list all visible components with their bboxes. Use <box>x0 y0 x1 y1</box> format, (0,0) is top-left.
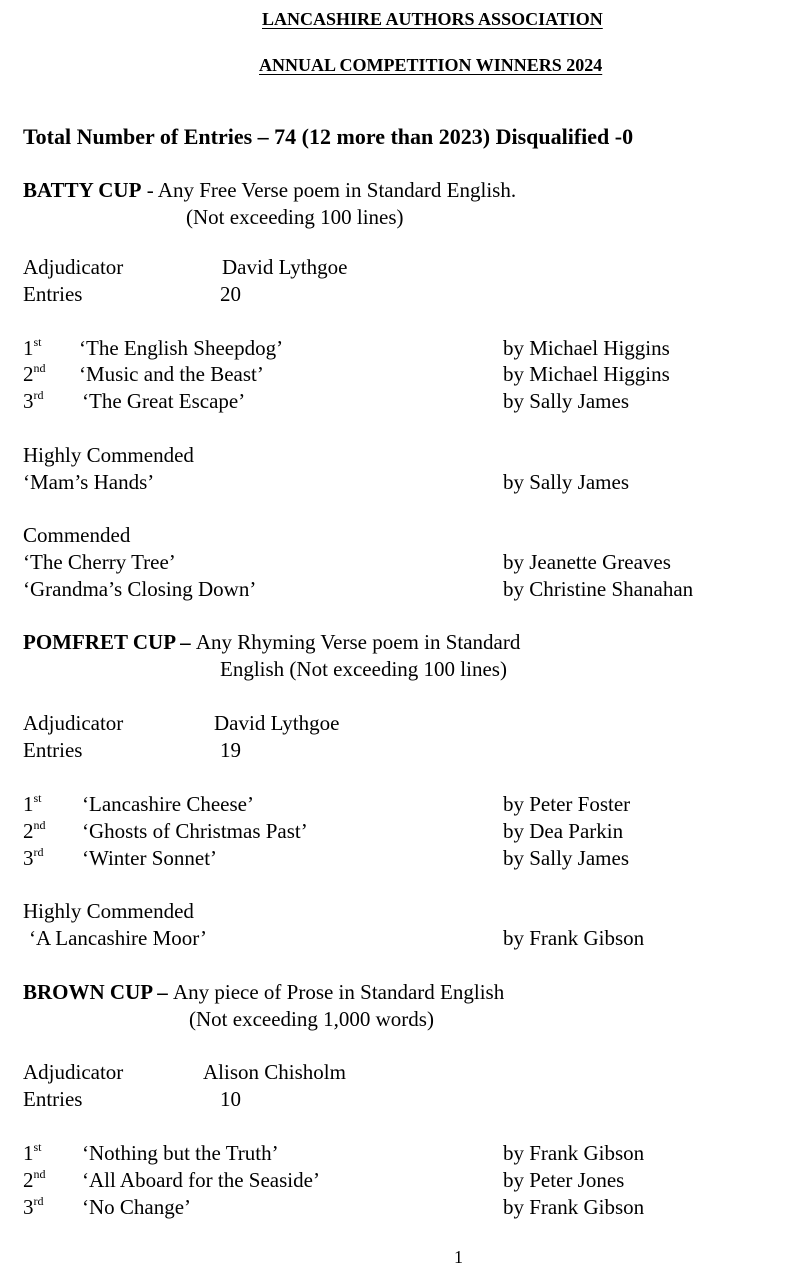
rank-suffix: st <box>33 335 42 349</box>
rank-number: 1 <box>23 336 34 360</box>
entries-label: Entries <box>23 738 83 762</box>
entry-author: by Jeanette Greaves <box>503 550 671 574</box>
brown-cup-heading <box>23 982 504 1003</box>
batty-cup-heading <box>23 180 516 201</box>
cup-description-line2: (Not exceeding 1,000 words) <box>189 1007 434 1031</box>
entry-title: ‘No Change’ <box>82 1195 192 1219</box>
rank-number: 1 <box>23 792 34 816</box>
adjudicator-name: David Lythgoe <box>222 255 348 279</box>
cup-description-line2: English (Not exceeding 100 lines) <box>220 657 507 681</box>
rank-suffix: rd <box>33 845 44 859</box>
org-heading: LANCASHIRE AUTHORS ASSOCIATION <box>262 9 603 29</box>
rank-suffix: st <box>33 791 42 805</box>
rank-number: 3 <box>23 846 34 870</box>
adjudicator-label: Adjudicator <box>23 1060 124 1084</box>
entry-title: ‘The Great Escape’ <box>82 389 246 413</box>
place-rank <box>23 1140 42 1165</box>
rank-suffix: rd <box>33 1194 44 1208</box>
rank-number: 2 <box>23 1168 34 1192</box>
place-rank <box>23 1167 46 1192</box>
entry-author: by Sally James <box>503 846 629 870</box>
entry-title: ‘A Lancashire Moor’ <box>29 926 208 950</box>
entry-title: ‘Music and the Beast’ <box>79 362 264 386</box>
place-rank <box>23 818 46 843</box>
rank-number: 1 <box>23 1141 34 1165</box>
entry-author: by Frank Gibson <box>503 1141 645 1165</box>
highly-commended-label: Highly Commended <box>23 443 194 467</box>
entry-author: by Dea Parkin <box>503 819 624 843</box>
entry-title: ‘Lancashire Cheese’ <box>82 792 254 816</box>
adjudicator-label: Adjudicator <box>23 711 124 735</box>
rank-suffix: nd <box>33 1167 46 1181</box>
entry-author: by Frank Gibson <box>503 926 645 950</box>
page-number: 1 <box>454 1247 463 1267</box>
entry-author: by Michael Higgins <box>503 362 670 386</box>
cup-separator: – <box>151 980 173 1004</box>
cup-name: BROWN CUP <box>23 980 152 1004</box>
entry-title: ‘All Aboard for the Seaside’ <box>82 1168 320 1192</box>
commended-label: Commended <box>23 523 131 547</box>
place-rank <box>23 388 44 413</box>
rank-suffix: nd <box>33 818 46 832</box>
rank-number: 2 <box>23 819 34 843</box>
entry-title: ‘The Cherry Tree’ <box>23 550 176 574</box>
entries-count: 10 <box>220 1087 241 1111</box>
entry-author: by Frank Gibson <box>503 1195 645 1219</box>
entry-author: by Sally James <box>503 389 629 413</box>
entries-summary: Total Number of Entries – 74 (12 more than 2023) Disqualified -0 <box>23 124 634 149</box>
adjudicator-name: Alison Chisholm <box>203 1060 346 1084</box>
entries-label: Entries <box>23 1087 83 1111</box>
rank-suffix: rd <box>33 388 44 402</box>
cup-separator: - <box>141 178 158 202</box>
page-title: ANNUAL COMPETITION WINNERS 2024 <box>259 55 603 75</box>
entries-count: 20 <box>220 282 241 306</box>
rank-suffix: nd <box>33 361 46 375</box>
entry-title: ‘Winter Sonnet’ <box>82 846 218 870</box>
cup-description-line2: (Not exceeding 100 lines) <box>186 205 404 229</box>
place-rank <box>23 791 42 816</box>
rank-number: 3 <box>23 389 34 413</box>
rank-suffix: st <box>33 1140 42 1154</box>
place-rank <box>23 335 42 360</box>
entry-title: ‘Ghosts of Christmas Past’ <box>82 819 308 843</box>
entry-title: ‘Nothing but the Truth’ <box>82 1141 279 1165</box>
cup-name: BATTY CUP <box>23 178 142 202</box>
highly-commended-label: Highly Commended <box>23 899 194 923</box>
entry-author: by Sally James <box>503 470 629 494</box>
place-rank <box>23 1194 44 1219</box>
adjudicator-name: David Lythgoe <box>214 711 340 735</box>
rank-number: 2 <box>23 362 34 386</box>
entry-title: ‘Mam’s Hands’ <box>23 470 155 494</box>
entry-author: by Michael Higgins <box>503 336 670 360</box>
place-rank <box>23 845 44 870</box>
entries-count: 19 <box>220 738 241 762</box>
adjudicator-label: Adjudicator <box>23 255 124 279</box>
entry-title: ‘The English Sheepdog’ <box>79 336 284 360</box>
entry-author: by Peter Foster <box>503 792 631 816</box>
place-rank <box>23 361 46 386</box>
cup-description: Any Free Verse poem in Standard English. <box>157 178 517 202</box>
entry-author: by Peter Jones <box>503 1168 625 1192</box>
pomfret-cup-heading <box>23 632 520 653</box>
entries-label: Entries <box>23 282 83 306</box>
cup-description: Any Rhyming Verse poem in Standard <box>195 630 521 654</box>
cup-name: POMFRET CUP <box>23 630 175 654</box>
rank-number: 3 <box>23 1195 34 1219</box>
entry-author: by Christine Shanahan <box>503 577 694 601</box>
cup-separator: – <box>174 630 196 654</box>
cup-description: Any piece of Prose in Standard English <box>172 980 505 1004</box>
entry-title: ‘Grandma’s Closing Down’ <box>23 577 257 601</box>
